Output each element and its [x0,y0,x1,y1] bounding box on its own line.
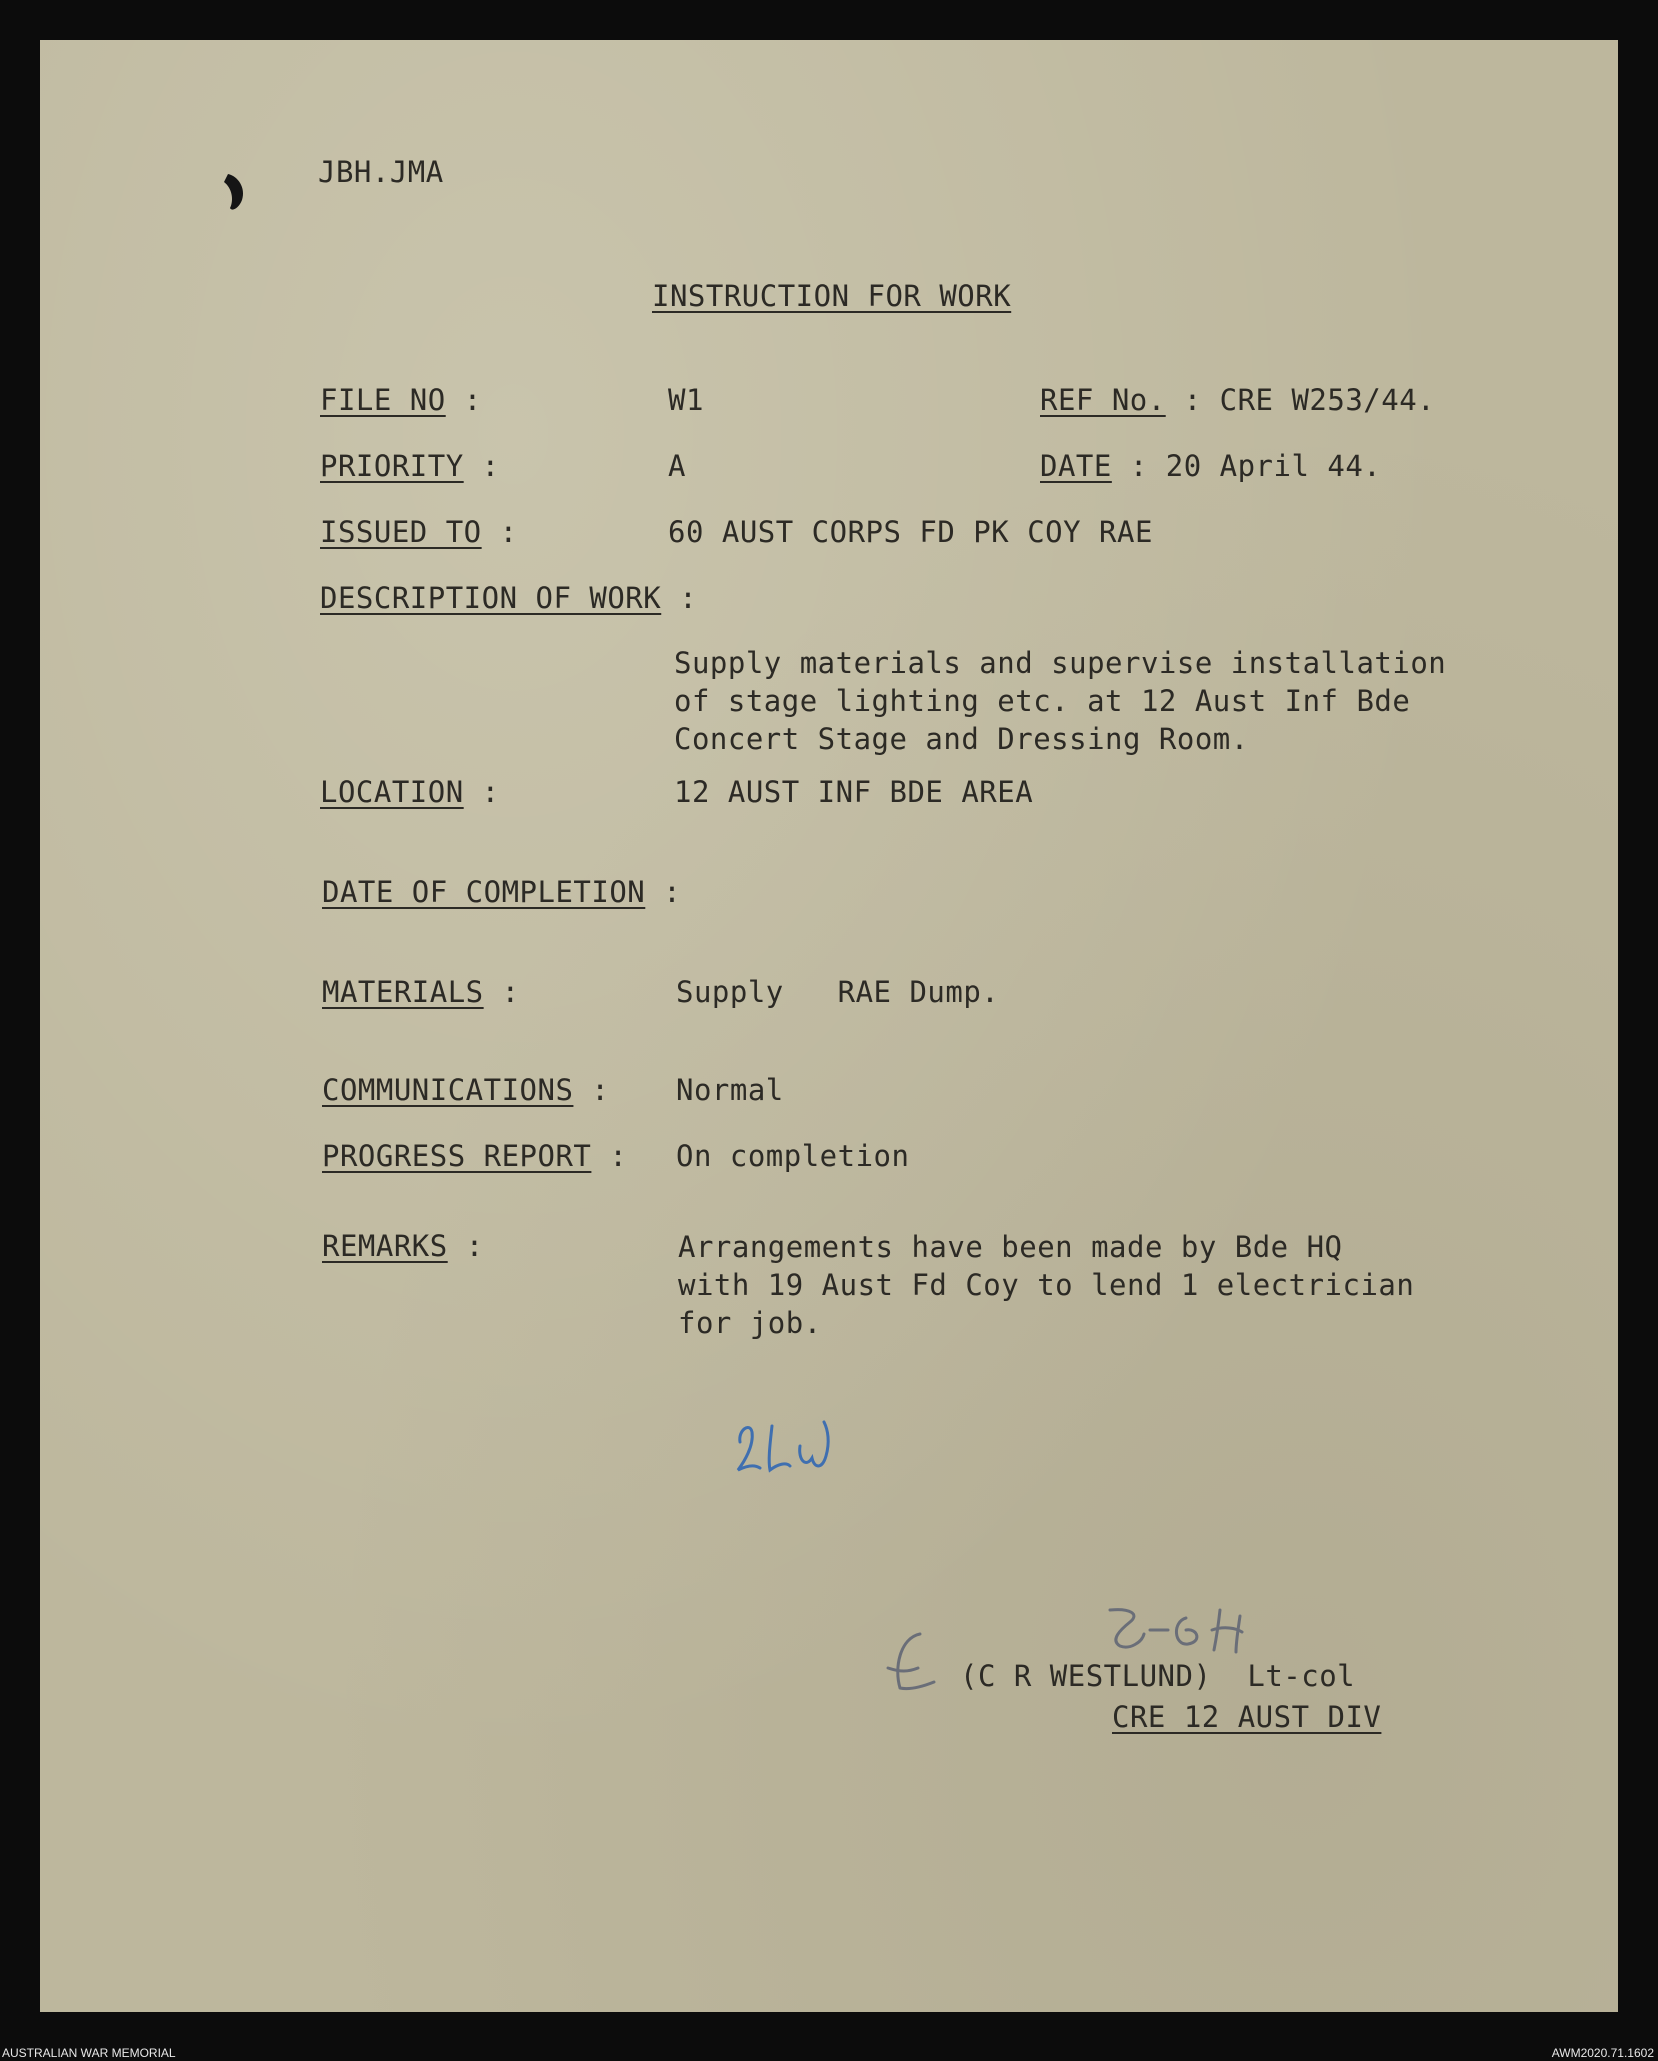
priority-value: A [668,449,686,483]
issued-to-sep: : [499,515,518,549]
location-value: 12 AUST INF BDE AREA [674,775,1034,809]
communications-label: COMMUNICATIONS [322,1073,574,1107]
materials-value: Supply RAE Dump. [676,975,1000,1009]
file-no-row [320,383,482,417]
punch-hole-icon [220,170,250,215]
remarks-label: REMARKS [322,1229,448,1263]
issued-to-label: ISSUED TO [320,515,482,549]
materials-sep: : [501,975,520,1009]
ref-no-value: CRE W253/44. [1219,383,1436,417]
remarks-line: Arrangements have been made by Bde HQ [678,1230,1343,1264]
ref-no-row [1040,383,1436,417]
progress-report-sep: : [609,1139,628,1173]
priority-label: PRIORITY [320,449,464,483]
file-no-sep: : [463,383,482,417]
remarks-text [678,1228,1414,1342]
description-line: Concert Stage and Dressing Room. [674,722,1249,756]
priority-sep: : [481,449,500,483]
reference-initials: JBH.JMA [318,155,444,189]
description-line: Supply materials and supervise installation [674,646,1447,680]
signatory-name: (C R WESTLUND) [960,1659,1212,1693]
materials-label: MATERIALS [322,975,484,1009]
footer-institution: AUSTRALIAN WAR MEMORIAL [2,2046,176,2060]
remarks-sep: : [465,1229,484,1263]
date-of-completion-row [322,875,682,909]
ref-no-sep: : [1183,383,1202,417]
materials-row [322,975,520,1009]
remarks-row [322,1229,484,1263]
description-row [320,581,698,615]
progress-report-row [322,1139,628,1173]
signatory-position: CRE 12 AUST DIV [1112,1700,1382,1734]
location-label: LOCATION [320,775,464,809]
description-sep: : [679,581,698,615]
file-no-value: W1 [668,383,704,417]
remarks-line: with 19 Aust Fd Coy to lend 1 electrician [678,1268,1415,1302]
date-row [1040,449,1382,483]
priority-row [320,449,500,483]
remarks-line: for job. [678,1306,822,1340]
progress-report-value: On completion [676,1139,910,1173]
description-label: DESCRIPTION OF WORK [320,581,662,615]
document-title: INSTRUCTION FOR WORK [652,279,1012,313]
footer-accession-number: AWM2020.71.1602 [1551,2046,1654,2060]
issued-to-row [320,515,518,549]
signatory-rank: Lt-col [1247,1659,1356,1693]
location-row [320,775,500,809]
communications-sep: : [591,1073,610,1107]
communications-row [322,1073,610,1107]
document-page [40,40,1618,2012]
date-sep: : [1129,449,1148,483]
signature-f-mark-icon [880,1628,960,1700]
date-value: 20 April 44. [1165,449,1382,483]
communications-value: Normal [676,1073,784,1107]
description-line: of stage lighting etc. at 12 Aust Inf Bde [674,684,1411,718]
date-of-completion-sep: : [663,875,682,909]
date-label: DATE [1040,449,1112,483]
signature-line [960,1659,1356,1693]
description-text [674,644,1446,758]
location-sep: : [481,775,500,809]
file-no-label: FILE NO [320,383,446,417]
handwritten-initials-blue-icon [720,1412,860,1484]
date-of-completion-label: DATE OF COMPLETION [322,875,646,909]
issued-to-value: 60 AUST CORPS FD PK COY RAE [668,515,1153,549]
ref-no-label: REF No. [1040,383,1166,417]
progress-report-label: PROGRESS REPORT [322,1139,592,1173]
